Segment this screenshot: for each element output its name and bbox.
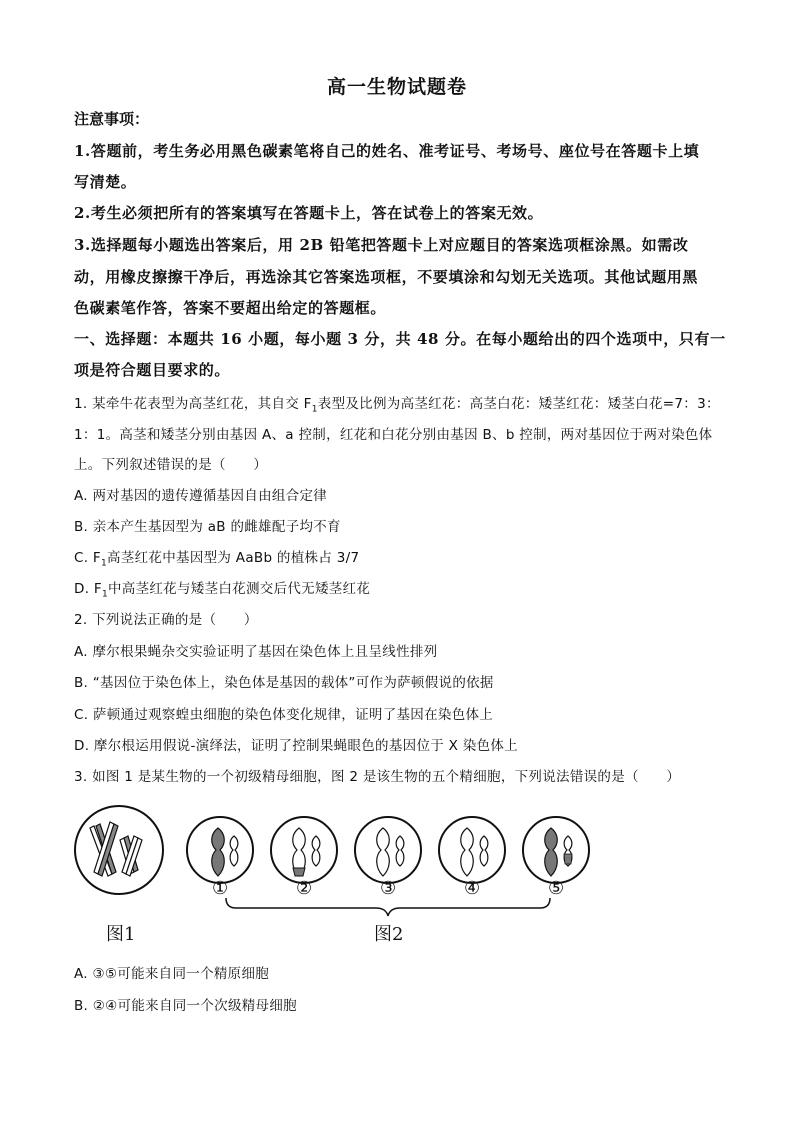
q1-stem-text-b: 表型及比例为高茎红花：高茎白花：矮茎红花：矮茎白花=7：3： <box>317 396 720 412</box>
q3-option-a: A. ③⑤可能来自同一个精原细胞 <box>74 966 270 982</box>
q1-stem-line-2: 1：1。高茎和矮茎分别由基因 A、a 控制，红花和白花分别由基因 B、b 控制，两对基因位于两对染色体 <box>74 427 713 443</box>
notice-line-1: 1.答题前，考生务必用黑色碳素笔将自己的姓名、准考证号、考场号、座位号在答题卡上填 <box>74 142 700 160</box>
notice-heading: 注意事项： <box>74 110 150 128</box>
q3-stem: 3. 如图 1 是某生物的一个初级精母细胞，图 2 是该生物的五个精细胞，下列说法错误的是（ ） <box>74 769 681 785</box>
cell-number-4: ④ <box>464 878 481 899</box>
q3-option-b: B. ②④可能来自同一个次级精母细胞 <box>74 998 297 1014</box>
q3-figure <box>74 798 594 948</box>
cell-number-1: ① <box>212 878 229 899</box>
q1-option-d-text-b: 中高茎红花与矮茎白花测交后代无矮茎红花 <box>107 581 371 597</box>
q1-option-c-text-b: 高茎红花中基因型为 AaBb 的植株占 3/7 <box>107 550 360 566</box>
fig2-label: 图2 <box>374 924 404 945</box>
fig1-label: 图1 <box>106 924 136 945</box>
fig2-brace <box>226 898 550 916</box>
fig2-cell-1 <box>187 817 253 883</box>
fig1-cell <box>75 806 163 894</box>
cell-number-2: ② <box>296 878 313 899</box>
q1-option-c-text-a: C. F <box>74 550 101 566</box>
fig2-cell-5 <box>523 817 589 883</box>
section-heading-line-1: 一、选择题：本题共 16 小题，每小题 3 分，共 48 分。在每小题给出的四个选项中，只有一 <box>74 330 726 348</box>
q1-option-d-text-a: D. F <box>74 581 102 597</box>
q1-option-a: A. 两对基因的遗传遵循基因自由组合定律 <box>74 488 328 504</box>
q1-option-d <box>74 577 370 600</box>
notice-line-2: 写清楚。 <box>74 173 137 191</box>
page-title: 高一生物试题卷 <box>326 76 467 98</box>
notice-line-3: 2.考生必须把所有的答案填写在答题卡上，答在试卷上的答案无效。 <box>74 204 544 222</box>
chromosome-diagram <box>74 798 594 948</box>
q1-option-b: B. 亲本产生基因型为 aB 的雌雄配子均不育 <box>74 519 341 535</box>
q2-option-c: C. 萨顿通过观察蝗虫细胞的染色体变化规律，证明了基因在染色体上 <box>74 707 494 723</box>
fig2-cell-4 <box>439 817 505 883</box>
cell-number-5: ⑤ <box>548 878 565 899</box>
q1-option-c <box>74 546 359 569</box>
fig2-cell-2 <box>271 817 337 883</box>
q1-stem-subscript: 1 <box>311 404 318 415</box>
q1-stem-line-1 <box>74 392 720 415</box>
q2-option-a: A. 摩尔根果蝇杂交实验证明了基因在染色体上且呈线性排列 <box>74 644 438 660</box>
section-heading-line-2: 项是符合题目要求的。 <box>74 361 231 379</box>
q2-option-d: D. 摩尔根运用假说-演绎法，证明了控制果蝇眼色的基因位于 X 染色体上 <box>74 738 518 754</box>
q1-option-d-subscript: 1 <box>101 589 108 600</box>
q1-stem-line-3: 上。下列叙述错误的是（ ） <box>74 457 268 473</box>
notice-line-6: 色碳素笔作答，答案不要超出给定的答题框。 <box>74 299 387 317</box>
q2-stem: 2. 下列说法正确的是（ ） <box>74 612 258 628</box>
q2-option-b: B. “基因位于染色体上，染色体是基因的载体”可作为萨顿假说的依据 <box>74 675 494 691</box>
fig2-cell-3 <box>355 817 421 883</box>
q1-stem-text-a: 1. 某牵牛花表型为高茎红花，其自交 F <box>74 396 312 412</box>
q1-option-c-subscript: 1 <box>100 558 108 569</box>
notice-line-4: 3.选择题每小题选出答案后，用 2B 铅笔把答题卡上对应题目的答案选项框涂黑。如需改 <box>74 236 689 254</box>
notice-line-5: 动，用橡皮擦擦干净后，再选涂其它答案选项框，不要填涂和勾划无关选项。其他试题用黑 <box>74 268 699 286</box>
cell-number-3: ③ <box>380 878 397 899</box>
